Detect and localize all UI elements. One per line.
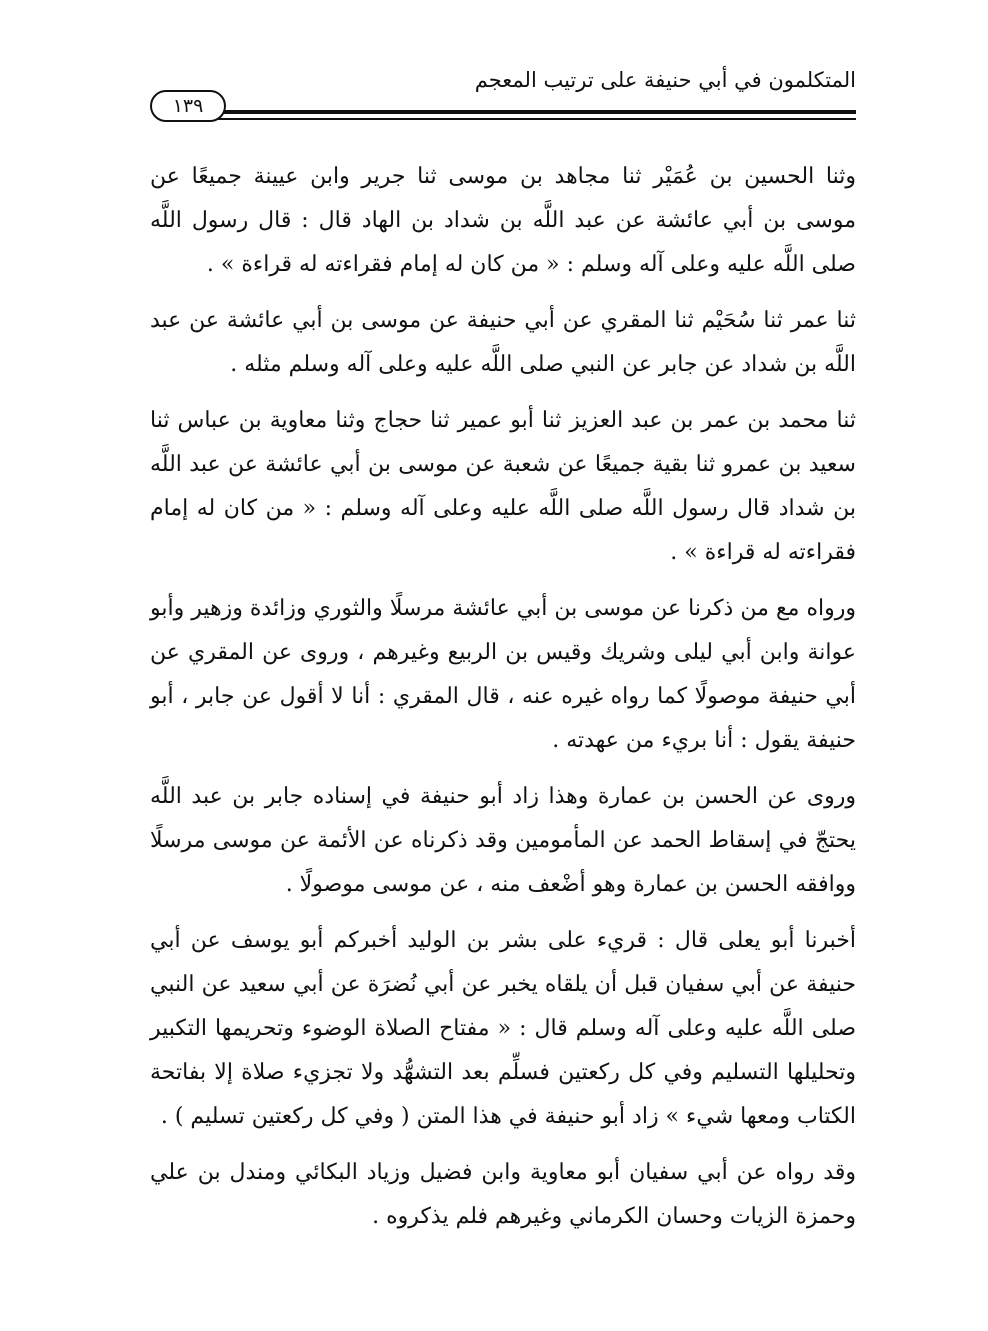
paragraph-2: ثنا عمر ثنا سُحَيْم ثنا المقري عن أبي حنيفة عن موسى بن أبي عائشة عن عبد اللَّه بن شداد عن جابر عن النبي صلى اللَّه عليه وعلى آله وسلم مثله . <box>150 308 856 377</box>
running-title: المتكلمون في أبي حنيفة على ترتيب المعجم <box>474 68 856 92</box>
paragraph-6: أخبرنا أبو يعلى قال : قريء على بشر بن الوليد أخبركم أبو يوسف عن أبي حنيفة عن أبي سفيان قبل أن يلقاه يخبر عن أبي نُضرَة عن أبي سعيد عن النبي صلى اللَّه عليه وعلى آله وسلم قال : « مفتاح الصلاة الوضوء وتحريمها التكبير وتحليلها التسليم وفي كل ركعتين فسلِّم بعد التشهُّد ولا تجزيء صلاة إلا بفاتحة الكتاب ومعها شيء » زاد أبو حنيفة في هذا المتن ( وفي كل ركعتين تسليم ) . <box>150 928 856 1129</box>
paragraph-4: ورواه مع من ذكرنا عن موسى بن أبي عائشة مرسلًا والثوري وزائدة وزهير وأبو عوانة وابن أبي ليلى وشريك وقيس بن الربيع وغيرهم ، وروى عن المقري عن أبي حنيفة موصولًا كما رواه غيره عنه ، قال المقري : أنا لا أقول عن جابر ، أبو حنيفة يقول : أنا بريء من عهدته . <box>150 596 856 753</box>
header-rule-thin <box>210 118 856 120</box>
header-rule-thick <box>210 110 856 114</box>
paragraph-3: ثنا محمد بن عمر بن عبد العزيز ثنا أبو عمير ثنا حجاج وثنا معاوية بن عباس ثنا سعيد بن عمرو ثنا بقية جميعًا عن شعبة عن موسى بن أبي عائشة عن عبد اللَّه بن شداد قال رسول اللَّه صلى اللَّه عليه وعلى آله وسلم : « من كان له إمام فقراءته له قراءة » . <box>150 408 856 565</box>
page-number: ١٣٩ <box>150 90 226 122</box>
paragraph-1: وثنا الحسين بن عُمَيْر ثنا مجاهد بن موسى ثنا جرير وابن عيينة جميعًا عن موسى بن أبي عائشة عن عبد اللَّه بن شداد بن الهاد قال : قال رسول اللَّه صلى اللَّه عليه وعلى آله وسلم : « من كان له إمام فقراءته له قراءة » . <box>150 164 856 277</box>
paragraph-7: وقد رواه عن أبي سفيان أبو معاوية وابن فضيل وزياد البكائي ومندل بن علي وحمزة الزيات وحسان الكرماني وغيرهم فلم يذكروه . <box>150 1160 856 1229</box>
page-body <box>150 155 856 1251</box>
page-header <box>150 68 856 128</box>
paragraph-5: وروى عن الحسن بن عمارة وهذا زاد أبو حنيفة في إسناده جابر بن عبد اللَّه يحتجّ في إسقاط الحمد عن المأمومين وقد ذكرناه عن الأئمة عن موسى مرسلًا ووافقه الحسن بن عمارة وهو أضْعف منه ، عن موسى موصولًا . <box>150 784 856 897</box>
